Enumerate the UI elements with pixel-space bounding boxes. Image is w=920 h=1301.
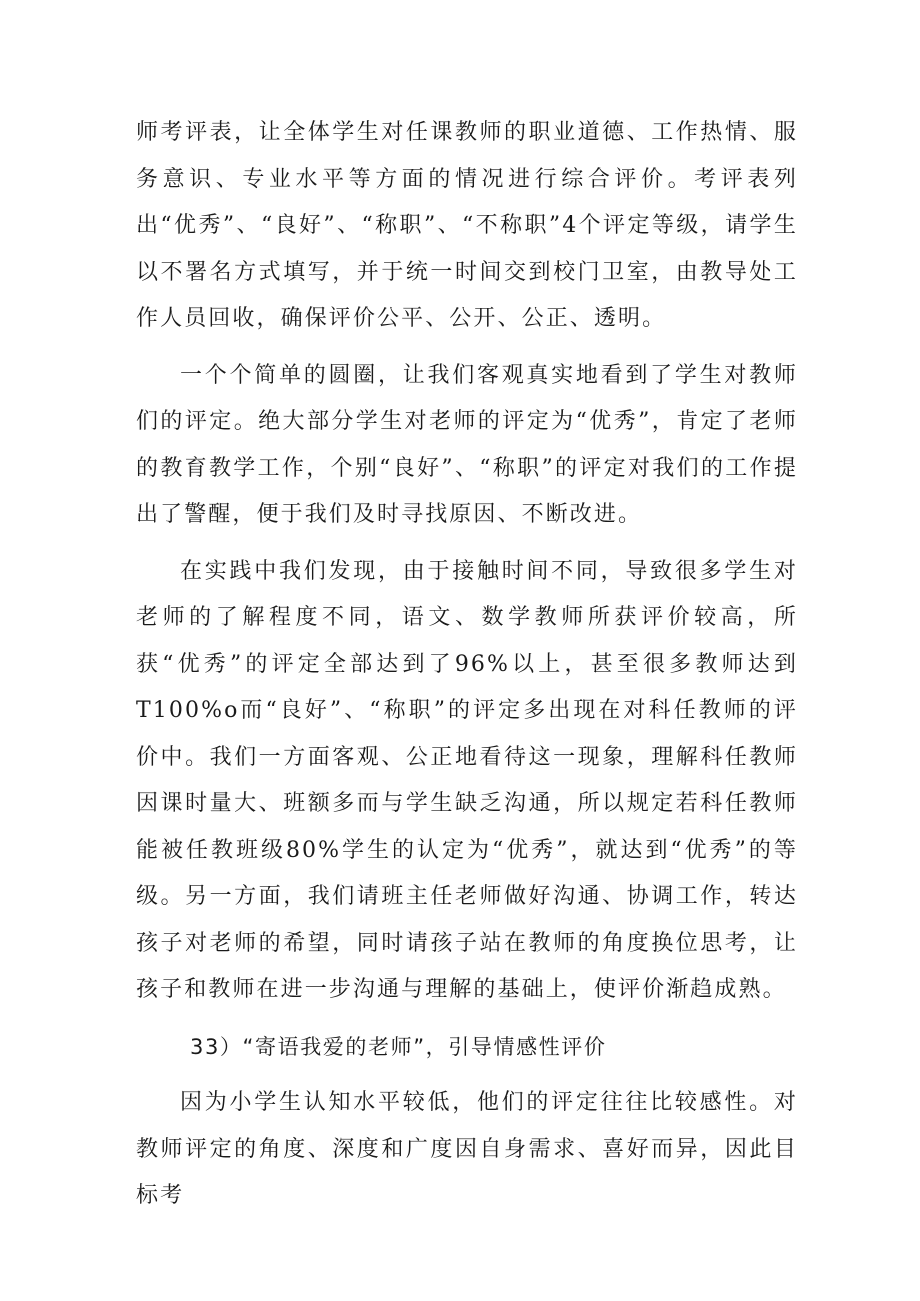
paragraph-practice-findings: 在实践中我们发现，由于接触时间不同，导致很多学生对老师的了解程度不同，语文、数学教师所获评价较高，所获“优秀”的评定全部达到了96%以上，甚至很多教师达到T100%o而“良好”、“称职”的评定多出现在对科任教师的评价中。我们一方面客观、公正地看待这一现象，理解科任教师因课时量大、班额多而与学生缺乏沟通，所以规定若科任教师能被任教班级80%学生的认定为“优秀”，就达到“优秀”的等级。另一方面，我们请班主任老师做好沟通、协调工作，转达孩子对老师的希望，同时请孩子站在教师的角度换位思考，让孩子和教师在进一步沟通与理解的基础上，使评价渐趋成熟。	[136, 558, 798, 1002]
paragraph-gap	[136, 1014, 798, 1024]
section-heading: 33）“寄语我爱的老师”，引导情感性评价	[190, 1034, 607, 1059]
paragraph-circle-results: 一个个简单的圆圈，让我们客观真实地看到了学生对教师们的评定。绝大部分学生对老师的评定为“优秀”，肯定了老师的教育教学工作，个别“良好”、“称职”的评定对我们的工作提出了警醒，便于我们及时寻找原因、不断改进。	[136, 362, 798, 527]
paragraph-evaluation-form: 师考评表，让全体学生对任课教师的职业道德、工作热情、服务意识、专业水平等方面的情况进行综合评价。考评表列出“优秀”、“良好”、“称职”、“不称职”4个评定等级，请学生以不署名方式填写，并于统一时间交到校门卫室，由教导处工作人员回收，确保评价公平、公开、公正、透明。	[136, 120, 798, 331]
paragraph-gap	[136, 343, 798, 353]
paragraph-emotional-evaluation: 因为小学生认知水平较低，他们的评定往往比较感性。对教师评定的角度、深度和广度因自身需求、喜好而异，因此目标考	[136, 1090, 798, 1208]
paragraph-gap	[136, 539, 798, 549]
paragraph-gap	[136, 1070, 798, 1080]
